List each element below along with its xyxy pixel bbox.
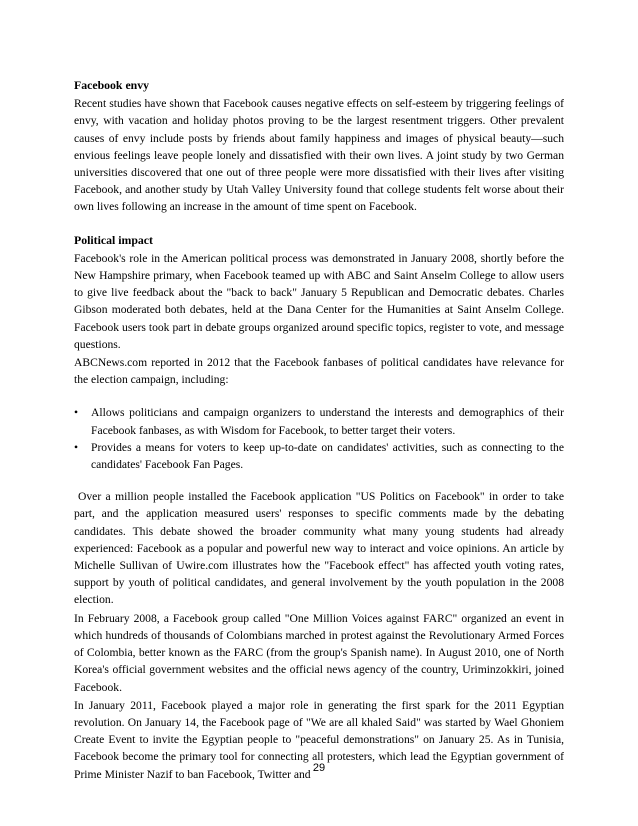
list-item [74, 439, 564, 473]
paragraph-political-4: In February 2008, a Facebook group called "One Million Voices against FARC" organized an event in which hundreds of thousands of Colombians marched in protest against the Revolutionary Armed Forces of Colombia, better known as the FARC (from the group's Spanish name). In August 2010, one of North Korea's official government websites and the official news agency of the country, Uriminzokkiri, joined Facebook. [74, 611, 564, 694]
bullet-icon: • [74, 406, 79, 420]
paragraph-political-3: Over a million people installed the Facebook application "US Politics on Facebook" in order to take part, and the application measured users' responses to specific comments made by the debating candidates. This debate showed the broader community what many young students had already experienced: Facebook as a popular and powerful new way to interact and voice opinions. An article by Michelle Sullivan of Uwire.com illustrates how the "Facebook effect" has affected youth voting rates, support by youth of political candidates, and general involvement by the youth population in the 2008 election. [74, 490, 564, 607]
page-number: 29 [312, 762, 326, 774]
section-heading-envy: Facebook envy [74, 78, 150, 92]
section-heading-political: Political impact [74, 232, 153, 247]
paragraph-political-1: Facebook's role in the American political process was demonstrated in January 2008, shortly before the New Hampshire primary, when Facebook teamed up with ABC and Saint Anselm College to allow users to give live feedback about the "back to back" January 5 Republican and Democratic debates. Charles Gibson moderated both debates, held at the Dana Center for the Humanities at Saint Anselm College. Facebook users took part in debate groups organized around specific topics, register to vote, and message questions. [74, 251, 564, 351]
list-item-text: Provides a means for voters to keep up-to-date on candidates' activities, such as connecting to the candidates' Facebook Fan Pages. [91, 440, 564, 472]
page-content [74, 77, 564, 784]
paragraph-political-2: ABCNews.com reported in 2012 that the Facebook fanbases of political candidates have relevance for the election campaign, including: [74, 356, 564, 387]
list-item-text: Allows politicians and campaign organizers to understand the interests and demographics of their Facebook fanbases, as with Wisdom for Facebook, to better target their voters. [91, 406, 564, 437]
list-item [74, 404, 564, 438]
bullet-list [74, 404, 564, 473]
paragraph-envy: Recent studies have shown that Facebook causes negative effects on self-esteem by triggering feelings of envy, with vacation and holiday photos proving to be the largest resentment triggers. Other prevalent causes of envy include posts by friends about family happiness and images of physical beauty—such envious feelings leave people lonely and dissatisfied with their own lives. A joint study by two German universities discovered that one out of three people were more dissatisfied with their lives after visiting Facebook, and another study by Utah Valley University found that college students felt worse about their own lives following an increase in the amount of time spent on Facebook. [74, 97, 564, 214]
paragraph-political-5: In January 2011, Facebook played a major role in generating the first spark for the 2011 Egyptian revolution. On January 14, the Facebook page of "We are all khaled Said" was started by Wael Ghoniem Create Event to invite the Egyptian people to "peaceful demonstrations" on January 25. As in Tunisia, Facebook become the primary tool for connecting all protesters, which lead the Egyptian government of Prime Minister Nazif to ban Facebook, Twitter and [74, 698, 564, 781]
bullet-icon: • [74, 440, 79, 454]
